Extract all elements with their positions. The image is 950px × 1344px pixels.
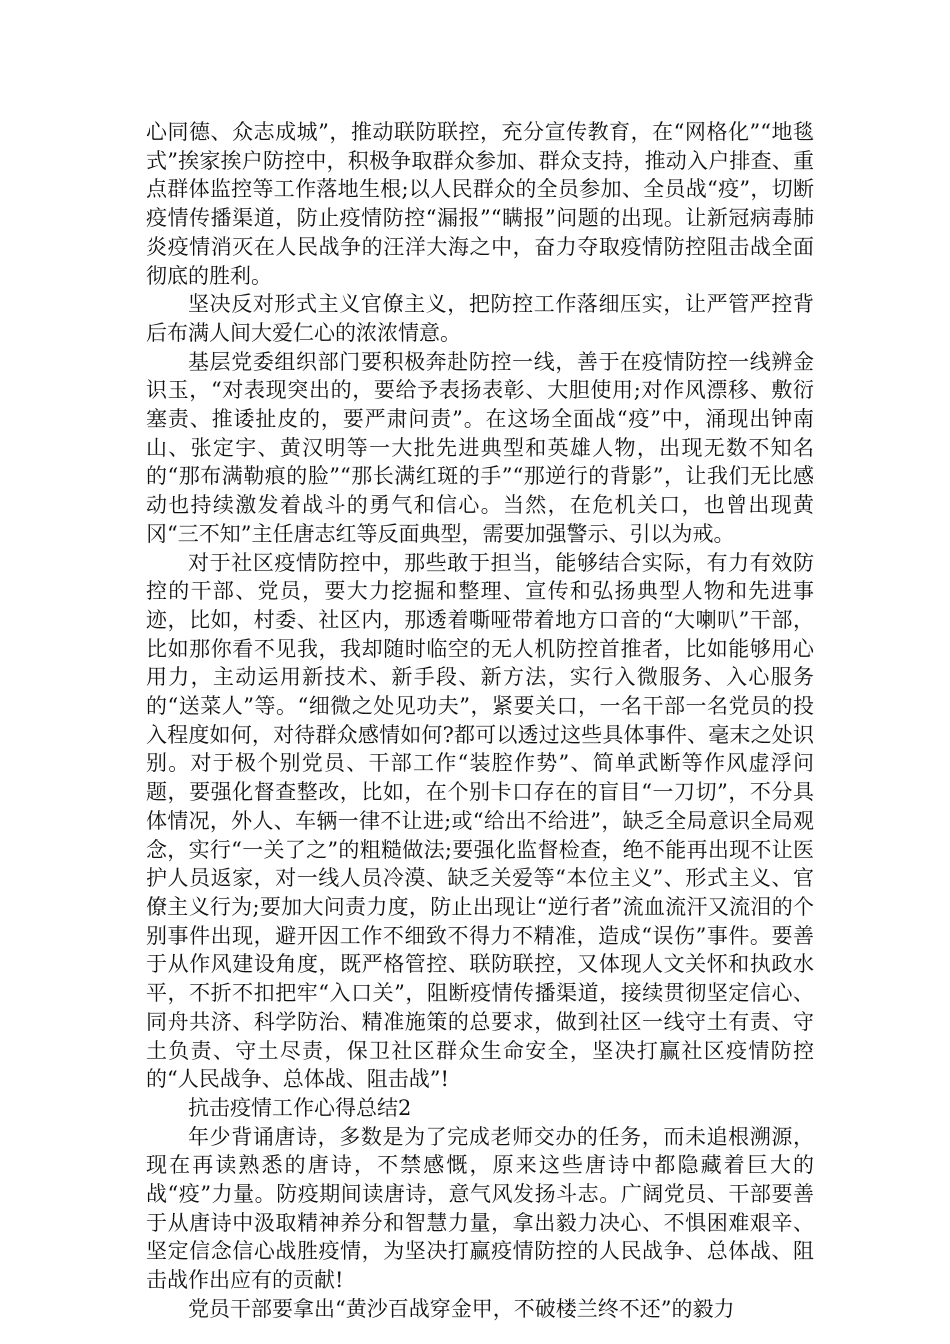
paragraph: 基层党委组织部门要积极奔赴防控一线，善于在疫情防控一线辨金识玉，“对表现突出的，要给予表扬表彰、大胆使用;对作风漂移、敷衍塞责、推诿扯皮的，要严肃问责”。在这场全面战“疫”中，涌现出钟南山、张定宇、黄汉明等一大批先进典型和英雄人物，出现无数不知名的“那布满勒痕的脸”“那长满红斑的手”“那逆行的背影”，让我们无比感动也持续激发着战斗的勇气和信心。当然，在危机关口，也曾出现黄冈“三不知”主任唐志红等反面典型，需要加强警示、引以为戒。 xyxy=(146,349,814,546)
paragraph-continued: 心同德、众志成城”，推动联防联控，充分宣传教育，在“网格化”“地毯式”挨家挨户防控中，积极争取群众参加、群众支持，推动入户排查、重点群体监控等工作落地生根;以人民群众的全员参加、全员战“疫”，切断疫情传播渠道，防止疫情防控“漏报”“瞒报”问题的出现。让新冠病毒肺炎疫情消灭在人民战争的汪洋大海之中，奋力夺取疫情防控阻击战全面彻底的胜利。 xyxy=(146,120,814,288)
paragraph: 年少背诵唐诗，多数是为了完成老师交办的任务，而未追根溯源，现在再读熟悉的唐诗，不禁感慨，原来这些唐诗中都隐藏着巨大的战“疫”力量。防疫期间读唐诗，意气风发扬斗志。广阔党员、干部要善于从唐诗中汲取精神养分和智慧力量，拿出毅力决心、不惧困难艰辛、坚定信念信心战胜疫情，为坚决打赢疫情防控的人民战争、总体战、阻击战作出应有的贡献! xyxy=(146,1124,814,1293)
section-heading: 抗击疫情工作心得总结2 xyxy=(188,1095,412,1120)
paragraph: 坚决反对形式主义官僚主义，把防控工作落细压实，让严管严控背后布满人间大爱仁心的浓浓情意。 xyxy=(146,292,814,345)
paragraph: 党员干部要拿出“黄沙百战穿金甲，不破楼兰终不还”的毅力 xyxy=(188,1296,735,1321)
paragraph: 对于社区疫情防控中，那些敢于担当，能够结合实际，有力有效防控的干部、党员，要大力挖掘和整理、宣传和弘扬典型人物和先进事迹，比如，村委、社区内，那透着嘶哑带着地方口音的“大喇叭”干部，比如那你看不见我，我却随时临空的无人机防控首推者，比如能够用心用力，主动运用新技术、新手段、新方法，实行入微服务、入心服务的“送菜人”等。“细微之处见功夫”，紧要关口，一名干部一名党员的投入程度如何，对待群众感情如何?都可以透过这些具体事件、毫末之处识别。对于极个别党员、干部工作“装腔作势”、简单武断等作风虚浮问题，要强化督查整改，比如，在个别卡口存在的盲目“一刀切”，不分具体情况，外人、车辆一律不让进;或“给出不给进”，缺乏全局意识全局观念，实行“一关了之”的粗糙做法;要强化监督检查，绝不能再出现不让医护人员返家，对一线人员冷漠、缺乏关爱等“本位主义”、形式主义、官僚主义行为;要加大问责力度，防止出现让“逆行者”流血流汗又流泪的个别事件出现，避开因工作不细致不得力不精准，造成“误伤”事件。要善于从作风建设角度，既严格管控、联防联控，又体现人文关怀和执政水平，不折不扣把牢“入口关”，阻断疫情传播渠道，接续贯彻坚定信心、同舟共济、科学防治、精准施策的总要求，做到社区一线守土有责、守土负责、守土尽责，保卫社区群众生命安全，坚决打赢社区疫情防控的“人民战争、总体战、阻击战”! xyxy=(146,550,814,1092)
document-body xyxy=(146,118,814,1324)
